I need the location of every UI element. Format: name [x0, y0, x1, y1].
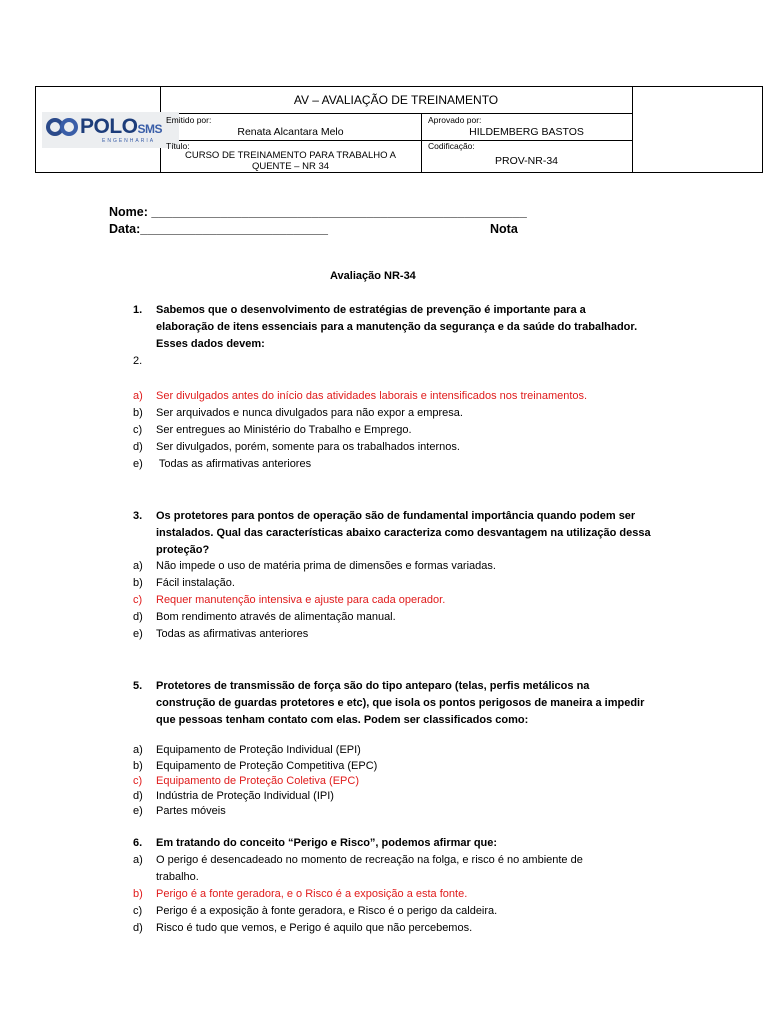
option-letter: b) [133, 577, 143, 589]
option-letter: e) [133, 458, 143, 470]
codificacao-value: PROV-NR-34 [494, 155, 558, 167]
titulo-value-line1: CURSO DE TREINAMENTO PARA TRABALHO A [185, 150, 396, 161]
question-number: 2. [133, 355, 143, 367]
aprovado-label: Aprovado por: [428, 115, 482, 125]
codificacao-label: Codificação: [428, 141, 475, 151]
company-logo: POLOSMS ENGENHARIA [42, 112, 179, 148]
emitido-label: Emitido por: [166, 115, 212, 125]
option-letter: d) [133, 922, 143, 934]
nome-field[interactable]: Nome: ______________________________________________________ [109, 205, 527, 219]
nota-label: Nota [490, 222, 518, 236]
exam-title: Avaliação NR-34 [330, 270, 416, 282]
option-a-continued[interactable]: trabalho. [156, 871, 199, 883]
option-letter: c) [133, 775, 143, 787]
question-text: Protetores de transmissão de força são do tipo anteparo (telas, perfis metálicos na construção de guardas protetores e etc), que isola os pontos perigosos de maneira a impedir que pessoas tenham contato com elas. Podem ser classificados como: [156, 680, 645, 726]
aprovado-value: HILDEMBERG BASTOS [469, 126, 584, 138]
option-letter: d) [133, 790, 143, 802]
option-b[interactable]: Equipamento de Proteção Competitiva (EPC) [156, 760, 378, 772]
option-c-answer[interactable]: Equipamento de Proteção Coletiva (EPC) [156, 775, 359, 787]
option-d[interactable]: Risco é tudo que vemos, e Perigo é aquilo que não percebemos. [156, 922, 473, 934]
data-field[interactable]: Data:___________________________ [109, 222, 328, 236]
option-a[interactable]: Equipamento de Proteção Individual (EPI) [156, 744, 361, 756]
option-letter: b) [133, 407, 143, 419]
option-b[interactable]: Fácil instalação. [156, 577, 235, 589]
option-letter: a) [133, 854, 143, 866]
option-a[interactable]: Não impede o uso de matéria prima de dimensões e formas variadas. [156, 560, 496, 572]
option-d[interactable]: Indústria de Proteção Individual (IPI) [156, 790, 334, 802]
option-letter: b) [133, 760, 143, 772]
option-c[interactable]: Perigo é a exposição à fonte geradora, e Risco é o perigo da caldeira. [156, 905, 498, 917]
question-text: Os protetores para pontos de operação são de fundamental importância quando podem ser instalados. Qual das características abaixo caracteriza como desvantagem na utilização dessa proteção? [156, 510, 651, 556]
emitido-value: Renata Alcantara Melo [237, 126, 344, 138]
titulo-label: Título: [166, 141, 190, 151]
option-letter: c) [133, 594, 143, 606]
option-c[interactable]: Ser entregues ao Ministério do Trabalho e Emprego. [156, 424, 412, 436]
question-text: Sabemos que o desenvolvimento de estratégias de prevenção é importante para a elaboração de itens essenciais para a manutenção da segurança e da saúde do trabalhador. Esses dados devem: [156, 304, 638, 350]
option-b[interactable]: Ser arquivados e nunca divulgados para não expor a empresa. [156, 407, 463, 419]
option-letter: e) [133, 805, 143, 817]
option-a-answer[interactable]: Ser divulgados antes do início das atividades laborais e intensificados nos treinamentos. [156, 390, 588, 402]
option-b-answer[interactable]: Perigo é a fonte geradora, e o Risco é a exposição a esta fonte. [156, 888, 468, 900]
option-e[interactable]: Todas as afirmativas anteriores [156, 458, 312, 470]
option-letter: a) [133, 560, 143, 572]
option-e[interactable]: Todas as afirmativas anteriores [156, 628, 309, 640]
option-a[interactable]: O perigo é desencadeado no momento de recreação na folga, e risco é no ambiente de [156, 854, 583, 866]
option-d[interactable]: Ser divulgados, porém, somente para os trabalhados internos. [156, 441, 460, 453]
option-letter: e) [133, 628, 143, 640]
document-header [35, 86, 763, 173]
question-text: Em tratando do conceito “Perigo e Risco”, podemos afirmar que: [156, 837, 498, 849]
question-number: 1. [133, 304, 143, 316]
titulo-value-line2: QUENTE – NR 34 [251, 161, 330, 172]
option-letter: c) [133, 905, 143, 917]
option-letter: d) [133, 441, 143, 453]
option-letter: a) [133, 390, 143, 402]
gear-icon [60, 118, 78, 136]
option-letter: d) [133, 611, 143, 623]
question-number: 3. [133, 510, 143, 522]
question-number: 6. [133, 837, 143, 849]
option-letter: c) [133, 424, 143, 436]
question-number: 5. [133, 680, 143, 692]
option-d[interactable]: Bom rendimento através de alimentação manual. [156, 611, 396, 623]
document-title: AV – AVALIAÇÃO DE TREINAMENTO [293, 93, 499, 107]
option-letter: b) [133, 888, 143, 900]
option-e[interactable]: Partes móveis [156, 805, 226, 817]
option-c-answer[interactable]: Requer manutenção intensiva e ajuste para cada operador. [156, 594, 446, 606]
option-letter: a) [133, 744, 143, 756]
